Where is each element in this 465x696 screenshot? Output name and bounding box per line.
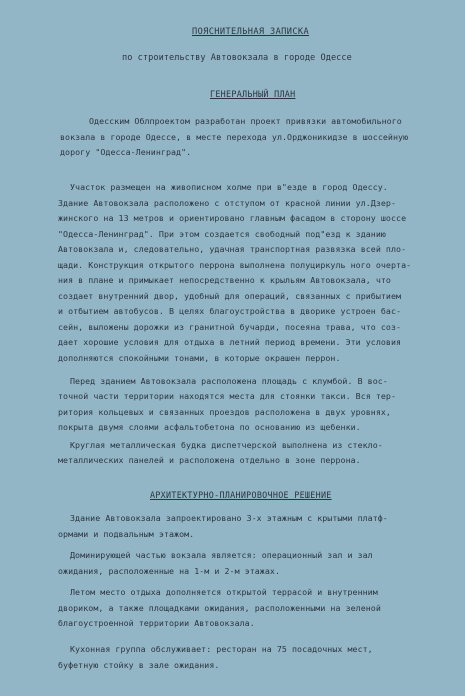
text-line: Здание Автовокзала расположено с отступом от красной линии ул.Дзер-	[58, 198, 397, 208]
text-line: Одесским Облпроектом разработан проект привязки автомобильного	[89, 116, 402, 126]
text-line: и отбытием автобусов. В целях благоустройства в дворике устроен бас-	[58, 306, 402, 316]
text-line: сейн, выложены дорожки из гранитной бучарди, посеяна трава, что соз-	[58, 322, 402, 332]
text-line: буфетную стойку в зале ожидания.	[58, 660, 220, 670]
text-line: жинского на 13 метров и ориентировано главным фасадом в сторону шоссе	[58, 213, 407, 223]
text-line: дает хорошие условия для отдыха в летний период времени. Эти условия	[58, 337, 402, 347]
text-line: дорогу "Одесса-Ленинград".	[60, 147, 192, 157]
document-title: ПОЯСНИТЕЛЬНАЯ ЗАПИСКА	[192, 27, 310, 37]
text-line: точной части территории находятся места для стоянки такси. Вся тер-	[58, 391, 397, 401]
text-line: дополняются спокойными тонами, в которые окрашен перрон.	[58, 353, 341, 363]
text-line: металлических панелей и расположена отдельно в зоне перрона.	[58, 455, 361, 465]
document-subtitle: по строительству Автовокзала в городе Одессе	[122, 53, 352, 63]
text-line: покрыта двумя слоями асфальтобетона по основанию из щебенки.	[58, 422, 361, 432]
section-heading-general-plan: ГЕНЕРАЛЬНЫЙ ПЛАН	[210, 89, 296, 99]
text-line: вокзала в городе Одессе, в месте перехода ул.Орджоникидзе в шоссейную	[60, 132, 409, 142]
text-line: Здание Автовокзала запроектировано 3-х этажным с крытыми платф-	[70, 513, 388, 523]
section-heading-architecture: АРХИТЕКТУРНО-ПЛАНИРОВОЧНОЕ РЕШЕНИЕ	[150, 490, 332, 500]
text-line: благоустроенной территории Автовокзала.	[58, 618, 255, 628]
text-line: Летом место отдыха дополняется открытой террасой и внутренним	[70, 587, 378, 597]
text-line: Доминирующей частью вокзала является: операционный зал и зал	[70, 550, 373, 560]
text-line: щади. Конструкция открытого перрона выполнена полуциркуль ного очерта-	[58, 260, 412, 270]
text-line: Перед зданием Автовокзала расположена площадь с клумбой. В вос-	[70, 376, 388, 386]
text-line: ожидания, расположенные на 1-м и 2-м этажах.	[58, 566, 280, 576]
text-line: ния в плане и примыкает непосредственно к крыльям Автовокзала, что	[58, 275, 391, 285]
text-line: ритория кольцевых и связанных проездов расположена в двух уровнях,	[58, 407, 391, 417]
text-line: Круглая металлическая будка диспетчерской выполнена из стекло-	[70, 440, 383, 450]
text-line: Участок размещен на живописном холме при в"езде в город Одессу.	[70, 182, 388, 192]
text-line: ормами и подвальным этажом.	[58, 529, 195, 539]
text-line: "Одесса-Ленинград". При этом создается свободный под"езд к зданию	[58, 229, 386, 239]
text-line: двориком, а также площадками ожидания, расположенными на зеленой	[58, 603, 381, 613]
text-line: Автовокзала и, следовательно, удачная транспортная развязка всей пло-	[58, 244, 407, 254]
text-line: Кухонная группа обслуживает: ресторан на 75 посадочных мест,	[70, 644, 373, 654]
text-line: создает внутренний двор, удобный для операций, связанных с прибытием	[58, 291, 402, 301]
